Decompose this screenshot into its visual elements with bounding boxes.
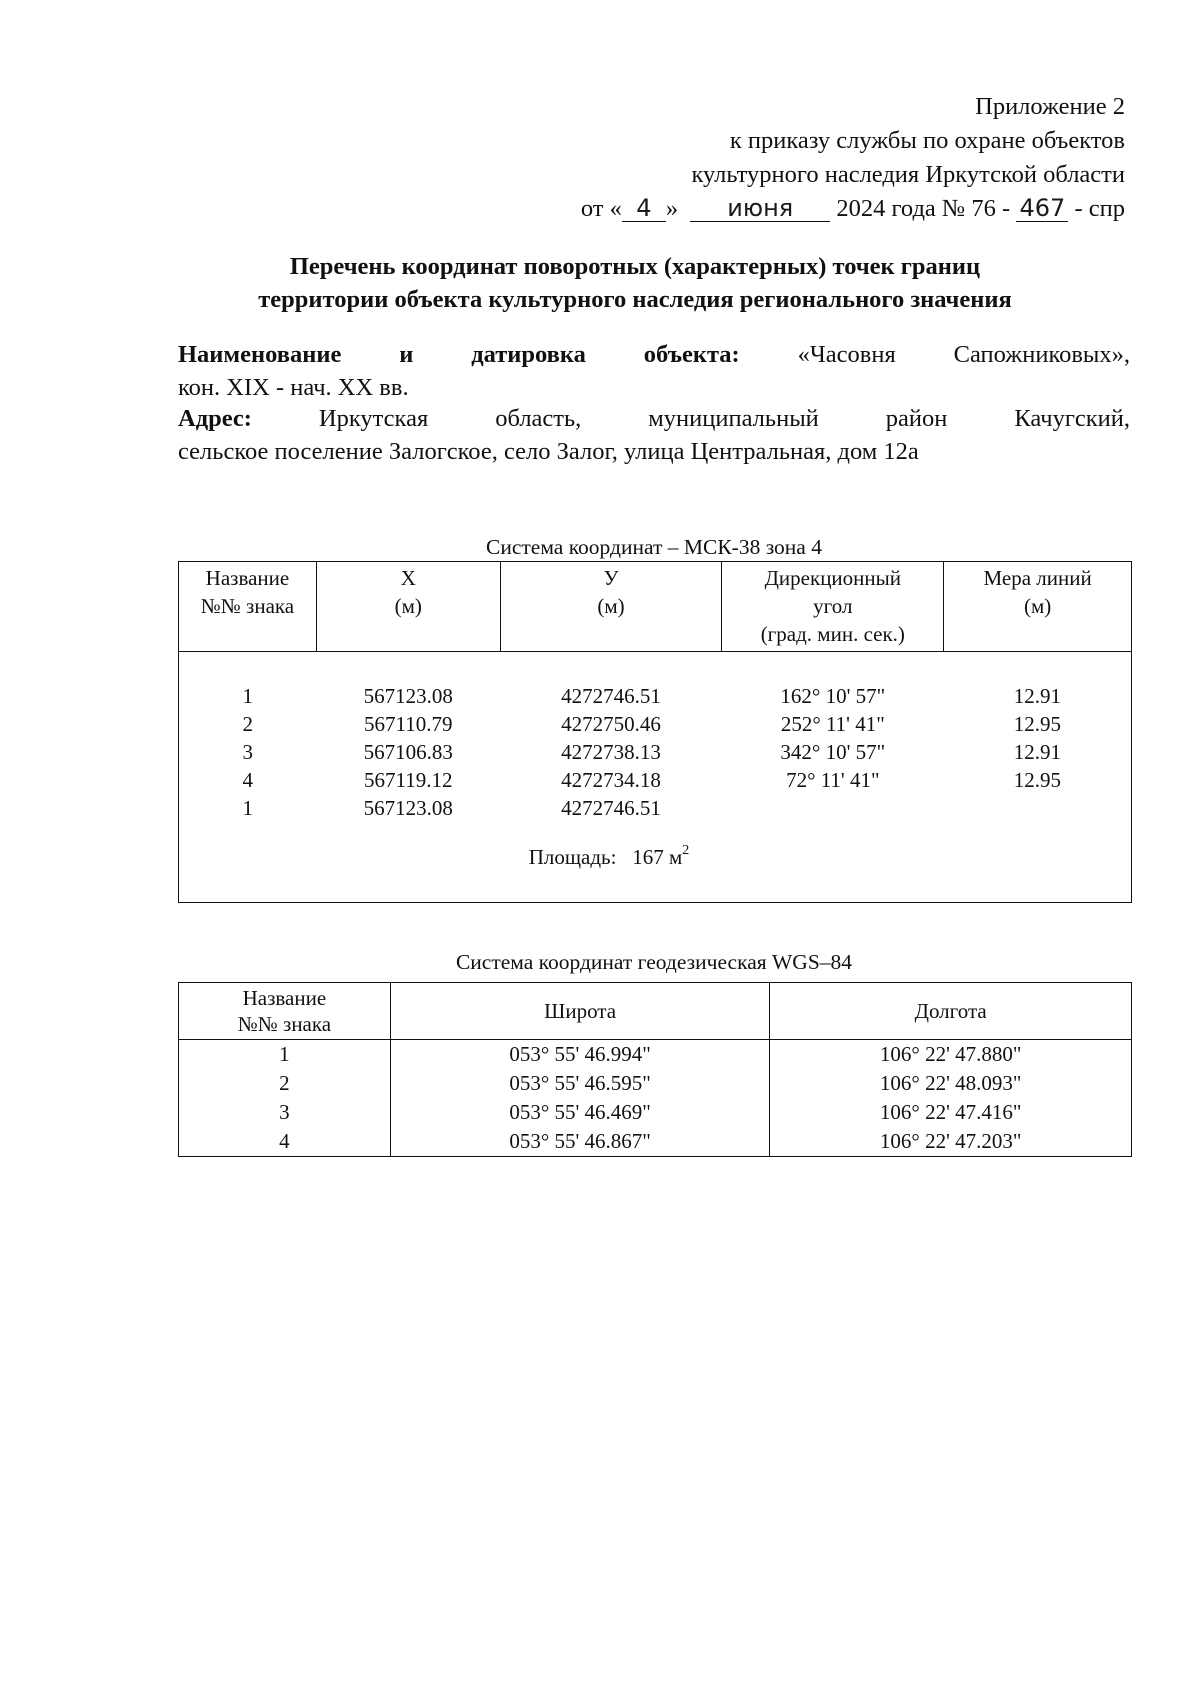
object-name-line	[178, 338, 1130, 371]
msk-header-y: У (м)	[500, 562, 722, 652]
title-line-2: территории объекта культурного наследия регионального значения	[258, 286, 1012, 313]
area-unit-superscript: 2	[682, 843, 690, 858]
table-row: 3 567106.83 4272738.13 342° 10' 57" 12.91	[242, 740, 1061, 764]
wgs-header-longitude: Долгота	[770, 983, 1132, 1040]
object-name-label: Наименование и датировка объекта:	[178, 341, 740, 368]
object-address-value: Иркутская область, муниципальный район Качугский,	[318, 405, 1130, 432]
appendix-title: Приложение 2	[975, 93, 1125, 120]
object-address-paragraph	[178, 402, 1130, 468]
date-mid: »	[665, 195, 679, 222]
msk-header-x: X (м)	[316, 562, 500, 652]
table-row: 2 567110.79 4272750.46 252° 11' 41" 12.95	[242, 712, 1061, 736]
wgs-coordinates-table	[178, 982, 1132, 1157]
handwritten-order-number: 467	[1016, 195, 1068, 222]
area-label: Площадь:	[528, 845, 617, 869]
table-row: 1 567123.08 4272746.51	[242, 796, 661, 820]
object-name-paragraph	[178, 338, 1130, 404]
area-row	[179, 822, 1132, 888]
document-title	[160, 250, 1110, 316]
appendix-authority-line: культурного наследия Иркутской области	[691, 161, 1125, 188]
object-address-line	[178, 402, 1130, 435]
msk-header-angle: Дирекционный угол (град. мин. сек.)	[722, 562, 944, 652]
object-dating: кон. XIX - нач. XX вв.	[178, 374, 409, 401]
object-address-continued: сельское поселение Залогское, село Залог, улица Центральная, дом 12а	[178, 438, 919, 465]
appendix-header	[581, 90, 1125, 226]
date-year: 2024 года № 76 -	[836, 195, 1011, 222]
table-row: 1 567123.08 4272746.51 162° 10' 57" 12.91	[242, 684, 1061, 708]
table-row: 4 567119.12 4272734.18 72° 11' 41" 12.95	[242, 768, 1061, 792]
wgs-header-latitude: Широта	[390, 983, 770, 1040]
msk-header-point: Название №№ знака	[179, 562, 317, 652]
object-name-value: «Часовня Сапожниковых»,	[797, 341, 1131, 368]
msk-coordinates-table	[178, 561, 1132, 903]
title-line-1: Перечень координат поворотных (характерных) точек границ	[289, 253, 981, 280]
msk-header-row	[179, 562, 1132, 652]
area-value: 167 м	[632, 845, 683, 869]
handwritten-day: 4	[622, 195, 666, 222]
wgs-header-row	[179, 983, 1132, 1040]
handwritten-month: июня	[690, 195, 830, 222]
table-row: 4 053° 55' 46.867" 106° 22' 47.203"	[179, 1127, 1132, 1157]
date-suffix: - спр	[1074, 195, 1125, 222]
date-prefix: от «	[580, 195, 622, 222]
area-cell	[179, 822, 1132, 888]
msk-header-length: Мера линий (м)	[944, 562, 1132, 652]
table-row: 1 053° 55' 46.994" 106° 22' 47.880"	[179, 1040, 1132, 1070]
appendix-date-line	[581, 192, 1125, 226]
msk-table-caption: Система координат – МСК-38 зона 4	[486, 535, 822, 559]
appendix-order-line: к приказу службы по охране объектов	[729, 127, 1125, 154]
table-row: 2 053° 55' 46.595" 106° 22' 48.093"	[179, 1069, 1132, 1098]
table-row: 3 053° 55' 46.469" 106° 22' 47.416"	[179, 1098, 1132, 1127]
wgs-header-point: Название №№ знака	[179, 983, 391, 1040]
object-address-label: Адрес:	[178, 405, 252, 432]
wgs-table-caption: Система координат геодезическая WGS–84	[455, 950, 853, 974]
